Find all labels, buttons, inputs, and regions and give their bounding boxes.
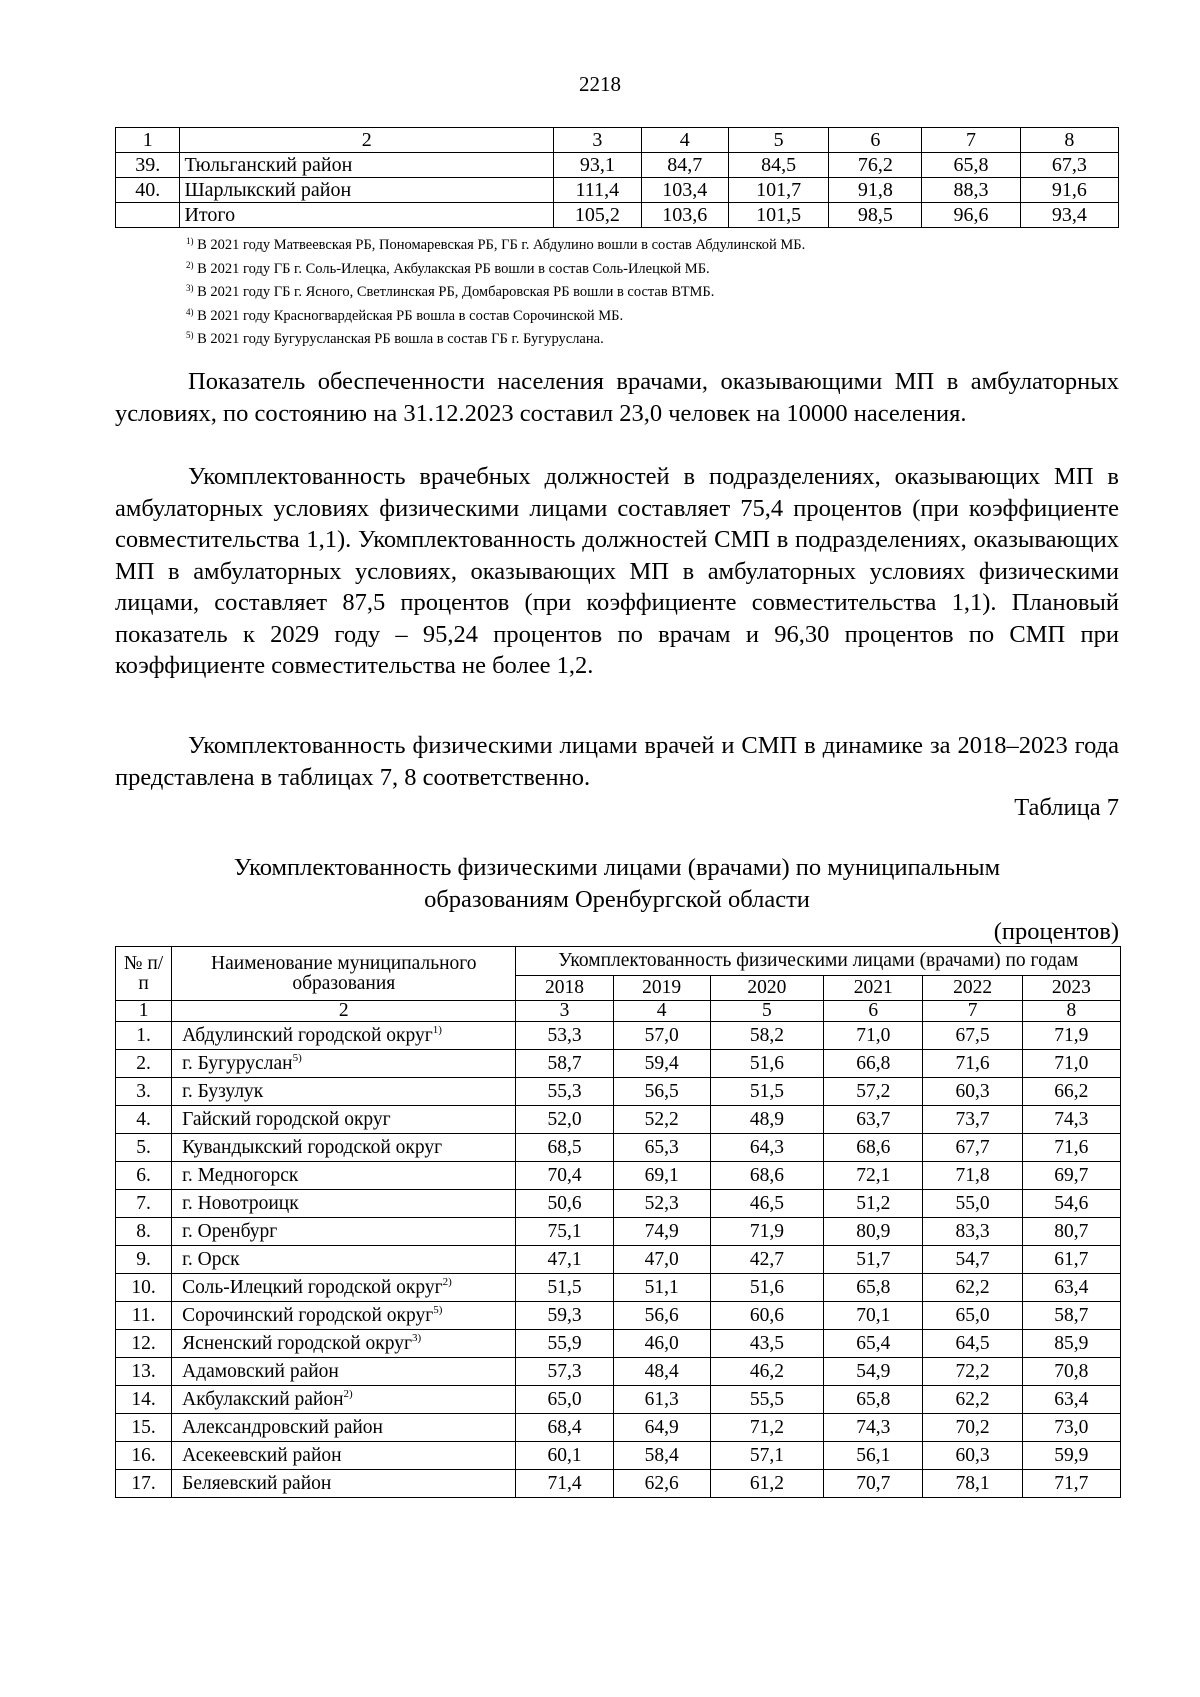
value-cell: 78,1 [923,1470,1022,1498]
value-cell: 47,1 [516,1246,613,1274]
table-row [116,178,1119,203]
value-cell: 74,3 [824,1414,923,1442]
table-title-line1: Укомплектованность физическими лицами (врачами) по муниципальным [233,854,1001,881]
row-number [116,203,180,228]
value-cell: 47,0 [613,1246,710,1274]
value-cell: 48,4 [613,1358,710,1386]
value-cell: 46,5 [710,1190,823,1218]
row-number: 6. [116,1162,172,1190]
footnote-text: В 2021 году Красногвардейская РБ вошла в состав Сорочинской МБ. [193,307,624,324]
value-cell: 71,0 [824,1022,923,1050]
value-cell: 55,5 [710,1386,823,1414]
row-name-text: г. Оренбург [182,1220,278,1242]
footnote-ref: 2) [442,1276,452,1289]
row-number: 15. [116,1414,172,1442]
row-name-text: Адамовский район [182,1360,339,1382]
value-cell: 74,9 [613,1218,710,1246]
footnote-ref: 1) [432,1024,442,1037]
table-index-row [116,128,1119,153]
value-cell: 72,1 [824,1162,923,1190]
value-cell: 83,3 [923,1218,1022,1246]
index-cell: 1 [116,1001,172,1022]
value-cell: 54,7 [923,1246,1022,1274]
value-cell: 74,3 [1022,1106,1120,1134]
row-name [172,1330,516,1358]
row-name [172,1358,516,1386]
value-cell: 51,6 [710,1274,823,1302]
value-cell: 60,6 [710,1302,823,1330]
row-name [172,1302,516,1330]
row-name [172,1050,516,1078]
value-cell: 62,6 [613,1470,710,1498]
year-header: 2018 [516,976,613,1001]
table-row [116,1274,1121,1302]
footnote-mark: 5) [186,330,194,340]
row-name [172,1470,516,1498]
value-cell: 62,2 [923,1274,1022,1302]
row-number: 13. [116,1358,172,1386]
value-cell: 71,6 [1022,1134,1120,1162]
header-num: № п/п [116,947,172,1001]
index-cell: 4 [613,1001,710,1022]
value-cell: 65,8 [922,153,1020,178]
row-name-text: г. Бугуруслан [182,1053,293,1075]
value-cell: 70,7 [824,1470,923,1498]
value-cell: 93,4 [1020,203,1118,228]
value-cell: 70,1 [824,1302,923,1330]
value-cell: 58,4 [613,1442,710,1470]
value-cell: 71,0 [1022,1050,1120,1078]
value-cell: 57,2 [824,1078,923,1106]
table-label: Таблица 7 [1014,794,1119,821]
row-name [172,1274,516,1302]
value-cell: 57,0 [613,1022,710,1050]
year-header: 2020 [710,976,823,1001]
value-cell: 56,5 [613,1078,710,1106]
footnote [186,256,805,280]
index-cell: 2 [172,1001,516,1022]
row-number: 1. [116,1022,172,1050]
value-cell: 64,3 [710,1134,823,1162]
footnote-text: В 2021 году Бугурусланская РБ вошла в состав ГБ г. Бугуруслана. [193,331,604,347]
value-cell: 57,1 [710,1442,823,1470]
row-number: 40. [116,178,180,203]
footnotes [186,232,805,350]
value-cell: 71,8 [923,1162,1022,1190]
value-cell: 75,1 [516,1218,613,1246]
table-row [116,1470,1121,1498]
row-number: 16. [116,1442,172,1470]
row-name [172,1190,516,1218]
footnote [186,326,805,350]
table-row [116,1218,1121,1246]
value-cell: 61,3 [613,1386,710,1414]
index-cell: 6 [824,1001,923,1022]
row-number: 5. [116,1134,172,1162]
row-name-text: Кувандыкский городской округ [182,1136,443,1158]
index-cell: 3 [516,1001,613,1022]
value-cell: 52,2 [613,1106,710,1134]
value-cell: 85,9 [1022,1330,1120,1358]
value-cell: 65,8 [824,1386,923,1414]
value-cell: 70,4 [516,1162,613,1190]
row-number: 17. [116,1470,172,1498]
index-cell: 5 [710,1001,823,1022]
table-row [116,1106,1121,1134]
row-name [172,1162,516,1190]
row-name: Шарлыкский район [180,178,554,203]
value-cell: 71,7 [1022,1470,1120,1498]
row-name-text: Александровский район [182,1416,383,1438]
value-cell: 68,4 [516,1414,613,1442]
row-name [172,1022,516,1050]
value-cell: 64,9 [613,1414,710,1442]
footnote-text: В 2021 году ГБ г. Соль-Илецка, Акбулакская РБ вошли в состав Соль-Илецкой МБ. [193,260,710,277]
table-row [116,1330,1121,1358]
value-cell: 60,3 [923,1078,1022,1106]
value-cell: 59,9 [1022,1442,1120,1470]
value-cell: 54,6 [1022,1190,1120,1218]
paragraph-dynamics: Укомплектованность физическими лицами врачей и СМП в динамике за 2018–2023 года представлена в таблицах 7, 8 соответственно. [115,732,1119,791]
value-cell: 51,5 [516,1274,613,1302]
table-row [116,1022,1121,1050]
value-cell: 63,7 [824,1106,923,1134]
table-row [116,1246,1121,1274]
value-cell: 55,9 [516,1330,613,1358]
value-cell: 101,7 [728,178,829,203]
value-cell: 84,7 [641,153,728,178]
table-row [116,1302,1121,1330]
row-name [172,1442,516,1470]
table-row [116,203,1119,228]
table-row [116,153,1119,178]
value-cell: 98,5 [829,203,922,228]
header-group: Укомплектованность физическими лицами (врачами) по годам [516,947,1121,976]
value-cell: 62,2 [923,1386,1022,1414]
table-row [116,1358,1121,1386]
index-cell: 7 [922,128,1020,153]
page-number: 2218 [579,72,621,96]
year-header: 2023 [1022,976,1120,1001]
table-row [116,1134,1121,1162]
value-cell: 69,1 [613,1162,710,1190]
value-cell: 71,9 [1022,1022,1120,1050]
table-row [116,1162,1121,1190]
value-cell: 84,5 [728,153,829,178]
value-cell: 46,2 [710,1358,823,1386]
footnote-text: В 2021 году ГБ г. Ясного, Светлинская РБ, Домбаровская РБ вошли в состав ВТМБ. [193,284,715,300]
row-number: 3. [116,1078,172,1106]
value-cell: 68,5 [516,1134,613,1162]
value-cell: 51,2 [824,1190,923,1218]
year-header: 2022 [923,976,1022,1001]
value-cell: 64,5 [923,1330,1022,1358]
value-cell: 69,7 [1022,1162,1120,1190]
value-cell: 96,6 [922,203,1020,228]
value-cell: 105,2 [554,203,641,228]
row-number: 10. [116,1274,172,1302]
index-cell: 1 [116,128,180,153]
value-cell: 67,7 [923,1134,1022,1162]
row-name-text: Акбулакский район [182,1389,344,1411]
value-cell: 61,7 [1022,1246,1120,1274]
value-cell: 65,4 [824,1330,923,1358]
table-row [116,1190,1121,1218]
row-name-text: Соль-Илецкий городской округ [182,1277,443,1299]
value-cell: 56,6 [613,1302,710,1330]
row-name-text: Асекеевский район [182,1444,342,1466]
value-cell: 58,2 [710,1022,823,1050]
row-name [172,1218,516,1246]
row-name-text: Беляевский район [182,1472,332,1494]
value-cell: 63,4 [1022,1274,1120,1302]
value-cell: 71,9 [710,1218,823,1246]
value-cell: 54,9 [824,1358,923,1386]
value-cell: 70,2 [923,1414,1022,1442]
row-number: 12. [116,1330,172,1358]
paragraph-supply: Показатель обеспеченности населения врачами, оказывающими МП в амбулаторных условиях, по состоянию на 31.12.2023 составил 23,0 человек на 10000 населения. [115,368,1119,427]
value-cell: 71,6 [923,1050,1022,1078]
row-name-text: Сорочинский городской округ [182,1305,434,1327]
row-name: Тюльганский район [180,153,554,178]
row-name-text: Гайский городской округ [182,1108,391,1130]
value-cell: 57,3 [516,1358,613,1386]
value-cell: 88,3 [922,178,1020,203]
units-label: (процентов) [993,918,1119,945]
staffing-table [115,946,1121,1498]
value-cell: 58,7 [1022,1302,1120,1330]
row-name [172,1134,516,1162]
value-cell: 59,4 [613,1050,710,1078]
value-cell: 70,8 [1022,1358,1120,1386]
row-name-text: г. Орск [182,1248,240,1270]
continued-table [115,127,1119,228]
row-number: 9. [116,1246,172,1274]
row-name [172,1414,516,1442]
footnote-mark: 4) [186,306,194,317]
index-cell: 5 [728,128,829,153]
value-cell: 67,5 [923,1022,1022,1050]
value-cell: 65,8 [824,1274,923,1302]
value-cell: 91,6 [1020,178,1118,203]
row-number: 39. [116,153,180,178]
value-cell: 55,3 [516,1078,613,1106]
value-cell: 111,4 [554,178,641,203]
value-cell: 48,9 [710,1106,823,1134]
row-name-text: Ясненский городской округ [182,1333,412,1355]
value-cell: 52,3 [613,1190,710,1218]
row-number: 8. [116,1218,172,1246]
footnote-ref: 3) [411,1332,422,1345]
value-cell: 80,9 [824,1218,923,1246]
value-cell: 65,0 [516,1386,613,1414]
row-name [172,1246,516,1274]
row-name-text: Абдулинский городской округ [182,1025,433,1047]
value-cell: 76,2 [829,153,922,178]
value-cell: 80,7 [1022,1218,1120,1246]
value-cell: 61,2 [710,1470,823,1498]
value-cell: 51,7 [824,1246,923,1274]
value-cell: 55,0 [923,1190,1022,1218]
year-header: 2021 [824,976,923,1001]
index-cell: 3 [554,128,641,153]
paragraph-staffing: Укомплектованность врачебных должностей в подразделениях, оказывающих МП в амбулаторных условиях физическими лицами составляет 75,4 процентов (при коэффициенте совместительства 1,1). Укомплектованность должностей СМП в подразделениях, оказывающих МП в амбулаторных условиях, оказывающих МП в амбулаторных условиях физическими лицами, составляет 87,5 процентов (при коэффициенте совместительства 1,1). Плановый показатель к 2029 году – 95,24 процентов по врачам и 96,30 процентов по СМП при коэффициенте совместительства не более 1,2. [115,463,1119,679]
value-cell: 50,6 [516,1190,613,1218]
footnote [186,279,805,303]
row-number: 11. [116,1302,172,1330]
value-cell: 65,3 [613,1134,710,1162]
index-cell: 8 [1022,1001,1120,1022]
value-cell: 101,5 [728,203,829,228]
value-cell: 43,5 [710,1330,823,1358]
value-cell: 73,0 [1022,1414,1120,1442]
row-name [172,1106,516,1134]
value-cell: 103,6 [641,203,728,228]
value-cell: 93,1 [554,153,641,178]
table-row [116,1414,1121,1442]
value-cell: 51,5 [710,1078,823,1106]
row-number: 4. [116,1106,172,1134]
value-cell: 68,6 [824,1134,923,1162]
index-cell: 4 [641,128,728,153]
value-cell: 67,3 [1020,153,1118,178]
row-name-text: г. Медногорск [182,1164,299,1186]
value-cell: 72,2 [923,1358,1022,1386]
table-row [116,1050,1121,1078]
value-cell: 71,2 [710,1414,823,1442]
footnote-mark: 1) [186,236,194,246]
header-name: Наименование муниципального образования [172,947,516,1001]
footnote-text: В 2021 году Матвеевская РБ, Пономаревская РБ, ГБ г. Абдулино вошли в состав Абдулинской МБ. [193,237,806,253]
year-header: 2019 [613,976,710,1001]
value-cell: 56,1 [824,1442,923,1470]
footnote-ref: 5) [433,1304,443,1317]
value-cell: 59,3 [516,1302,613,1330]
value-cell: 71,4 [516,1470,613,1498]
value-cell: 68,6 [710,1162,823,1190]
value-cell: 63,4 [1022,1386,1120,1414]
value-cell: 51,1 [613,1274,710,1302]
table-row [116,1386,1121,1414]
value-cell: 66,2 [1022,1078,1120,1106]
index-cell: 8 [1020,128,1118,153]
index-cell: 7 [923,1001,1022,1022]
value-cell: 73,7 [923,1106,1022,1134]
table-title-line2: образованиям Оренбургской области [424,886,810,913]
table-row [116,1078,1121,1106]
footnote-ref: 2) [343,1388,353,1401]
row-name [172,1386,516,1414]
footnote [186,232,805,256]
row-name [172,1078,516,1106]
table-row [116,1442,1121,1470]
value-cell: 53,3 [516,1022,613,1050]
row-number: 7. [116,1190,172,1218]
row-name-text: г. Новотроицк [182,1192,299,1214]
footnote-ref: 5) [292,1052,302,1065]
value-cell: 51,6 [710,1050,823,1078]
value-cell: 60,3 [923,1442,1022,1470]
index-cell: 6 [829,128,922,153]
value-cell: 91,8 [829,178,922,203]
row-number: 2. [116,1050,172,1078]
index-cell: 2 [180,128,554,153]
value-cell: 46,0 [613,1330,710,1358]
table-title [115,852,1119,916]
footnote-mark: 3) [186,283,194,293]
row-name: Итого [180,203,554,228]
value-cell: 52,0 [516,1106,613,1134]
row-name-text: г. Бузулук [182,1080,264,1102]
footnote [186,303,805,327]
value-cell: 42,7 [710,1246,823,1274]
value-cell: 103,4 [641,178,728,203]
value-cell: 66,8 [824,1050,923,1078]
value-cell: 65,0 [923,1302,1022,1330]
value-cell: 58,7 [516,1050,613,1078]
value-cell: 60,1 [516,1442,613,1470]
row-number: 14. [116,1386,172,1414]
footnote-mark: 2) [186,259,194,270]
